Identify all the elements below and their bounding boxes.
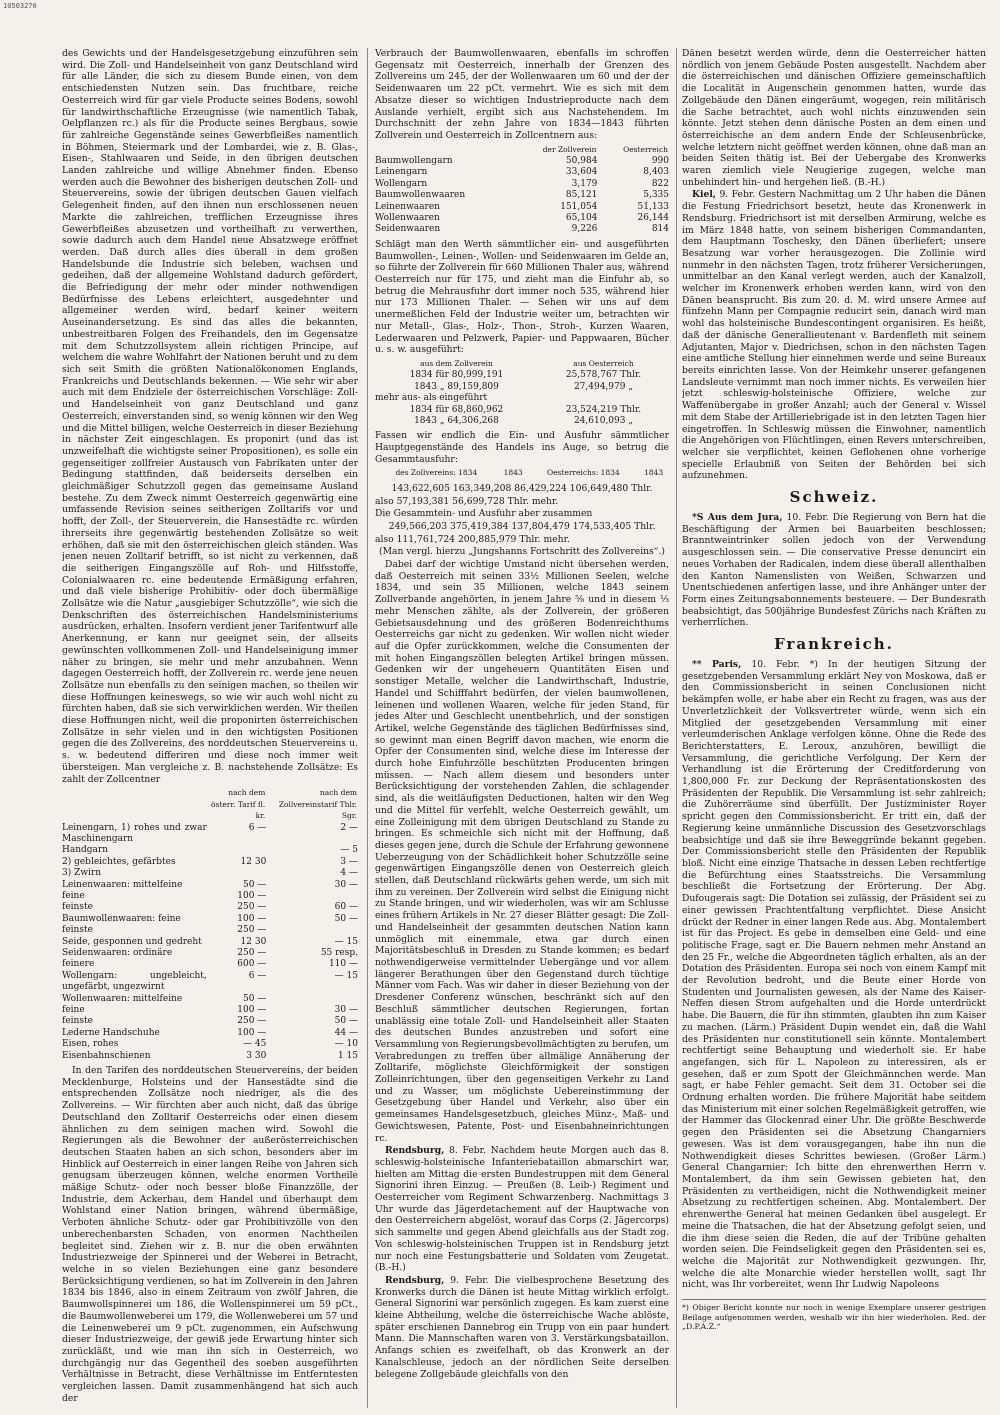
export-header-item — [375, 143, 513, 156]
table-row — [62, 925, 358, 936]
tariff-header-zollverein: nach dem Zollvereinstarif Thlr. Sgr. — [278, 788, 357, 821]
table-cell: 250 — — [237, 947, 267, 958]
dateline-place: *S Aus dem Jura, — [692, 512, 783, 524]
table-cell: 100 — — [237, 1027, 267, 1038]
table-cell: 26,144 — [637, 213, 669, 224]
dateline-place: Rendsburg, — [385, 1145, 445, 1157]
table-cell: 24,610,093 „ — [573, 415, 634, 426]
table-cell: 100 — — [237, 1005, 267, 1016]
table-cell: feinste — [62, 902, 93, 913]
table-cell: 250 — — [237, 1016, 267, 1027]
table-cell: 30 — — [334, 879, 358, 890]
footnote: *) Obiger Bericht konnte nur noch in wenige Exemplare unserer gestrigen Beilage aufgenommen werden, weshalb wir ihn hier wiederholen. Red. der „D.P.A.Z.“ — [682, 1299, 986, 1332]
table-row — [62, 1016, 358, 1027]
table-row — [62, 994, 358, 1005]
totals-label: Die Gesammtein- und Ausfuhr aber zusammen — [375, 508, 593, 520]
paragraph: Fassen wir endlich die Ein- und Ausfuhr sämmtlicher Hauptgegenstände des Handels ins Auge, so betrug die Gesammtausfuhr: — [375, 430, 669, 465]
table-cell: feinste — [62, 925, 93, 936]
table-row — [62, 948, 358, 959]
table-cell: 44 — — [334, 1027, 358, 1038]
table-row — [375, 224, 669, 235]
table-cell: Wollengarn: ungebleicht, ungefärbt, ungezwirnt — [62, 970, 207, 993]
table-cell: 12 30 — [240, 856, 267, 867]
table-cell: 1843 „ 89,159,809 — [414, 381, 499, 392]
table-cell: 3 30 — [246, 1050, 267, 1061]
table-cell: — 45 — [242, 1039, 267, 1050]
paragraph: Verbrauch der Baumwollenwaaren, ebenfalls im schroffen Gegensatz mit Oesterreich, innerhalb der Grenzen des Zollvereins um 245, der der Wollenwaaren um 60 und der der Seidenwaaren um 22 pCt. vermehrt. Wie es sich mit dem Absatze dieser so wichtigen Industrieproducte nach dem Auslande verhielt, ergibt sich aus Nachstehendem. Im Durchschnitt der zehn Jahre von 1834—1843 führten Zollverein und Oesterreich in Zollcentnern aus: — [375, 48, 669, 141]
paragraph: In den Tarifen des norddeutschen Steuervereins, der beiden Mecklenburge, Holsteins und der Hansestädte sind die entsprechenden Zollsätze noch niedriger, als die des Zollvereins. — Wir fürchten aber auch nicht, daß das übrige Deutschland den Zolltarif Oesterreichs oder einen diesem ähnlichen zu dem seinigen machen wird. Sowohl die Regierungen als die Bewohner der außerösterreichischen deutschen Staaten haben an sich schon, besonders aber im Hinblick auf Oesterreich in einer langen Reihe von Jahren sich genugsam überzeugen können, welche enormen Vortheile mäßige Schutz- oder noch besser bloße Finanzzölle, der Industrie, dem Ackerbau, dem Handel und überhaupt dem Wohlstand einer Nation bringen, während übermäßige, Verboten ähnliche Schutz- oder gar Prohibitivzölle von den unberechenbarsten Schaden, von enormen Nachtheilen begleitet sind. Ziehen wir z. B. nur die oben erwähnten Industriezweige der Spinnerei und der Weberei in Betracht, welche in so vielen Beziehungen eine ganz besondere Berücksichtigung verdienen, so hat im Zollverein in den Jahren 1834 bis 1846, also in einem Zeitraum von zwölf Jahren, die Baumwollspinnerei um 186, die Wollenspinnerei um 59 pCt., die Baumwollenweberei um 179, die Wollenweberei um 57 und die Leinenweberei um 9 pCt. zugenommen, ein Aufschwung dieser Industriezweige, der gewiß jede Erwartung hinter sich zurückläßt, und wie man ihn sich in Oesterreich, wo durchgängig nur das Gegentheil des soeben ausgeführten Verhältnisse in Betracht, diese Verhältnisse im Entferntesten vergleichen lassen. Damit zusammenhängend hat sich auch der — [62, 1065, 358, 1404]
table-cell: 3,179 — [571, 178, 598, 189]
paragraph: 9. Febr. Die vielbesprochene Besetzung des Kronwerks durch die Dänen ist heute Mittag wirklich erfolgt. General Signorini war persönlich zugegen. Es kam zuerst eine kleine Abtheilung, welche die österreichische Wache ablöste, später erschienen Dannebrog ein Trupp von ein paar hundert Mann. Die Mannschaften waren von 3. Verstärkungsbataillon. Anfangs schien es zweifelhaft, ob das Kronwerk an der Kanalschleuse, jedoch an der nördlichen Seite derselben belegene Zollgebäude gleichfalls von den — [375, 1274, 669, 1380]
table-row — [375, 202, 669, 213]
table-cell — [207, 868, 267, 879]
table-cell: Leinenwaaren: mittelfeine — [62, 879, 183, 890]
table-cell: Seide, gesponnen und gedreht — [62, 936, 202, 947]
table-cell: 9,226 — [571, 224, 598, 235]
table-cell: Seidenwaaren: ordinäre — [62, 947, 173, 958]
table-cell: 51,133 — [637, 201, 669, 212]
comparison-header-zollverein: aus dem Zollverein — [420, 358, 493, 368]
table-cell: 55 resp. — [320, 947, 358, 958]
table-cell: 50 — — [334, 913, 358, 924]
table-cell: feine — [62, 1005, 85, 1016]
table-cell: — 5 — [340, 845, 358, 856]
page-id: 10503270 — [3, 2, 37, 10]
table-cell: feinere — [62, 959, 95, 970]
table-cell: 814 — [651, 224, 669, 235]
table-row — [62, 845, 358, 856]
export-header-austria: Oesterreich — [623, 144, 668, 154]
comparison-table — [375, 357, 669, 427]
table-cell: 2 — — [340, 822, 358, 833]
table-cell — [266, 891, 358, 902]
table-row — [62, 857, 358, 868]
table-cell: Wollenwaaren: mittelfeine — [62, 993, 183, 1004]
table-cell: 25,578,767 Thlr. — [565, 370, 642, 381]
table-cell: 50 — — [242, 993, 267, 1004]
table-cell: 33,604 — [565, 167, 598, 178]
table-cell: 250 — — [237, 925, 267, 936]
table-row — [62, 823, 358, 846]
table-row — [62, 868, 358, 879]
paragraph: 10. Febr. *) In der heutigen Sitzung der gesetzgebenden Versammlung erklärt Ney von Moskowa, daß er den Commissionsbericht in seinen Conclusionen nicht bekämpfen wolle, er habe aber ein Recht zu fragen, was aus der Unverletzlichkeit der Volksvertreter würde, wenn sich ein Mitglied der gesetzgebenden Versammlung mit einer verleumderischen Anklage verfolgen könne. Ohne die Rede des Berichterstatters, E. Leroux, anzuhören, bewilligt die Versammlung, die gerichtliche Verfolgung. Der Kern der Verhandlung ist die Erörterung der Creditforderung von 1,800,000 Fr. zur Deckung der Repräsentationskosten des Präsidenten der Republik. Die Versammlung ist sehr zahlreich; die Zuhörerräume sind überfüllt. Der Justizminister Royer spricht gegen den Commissionsbericht. Er tritt ein, daß der Regierung keine unmännliche Discussion des Gesetzvorschlags beabsichtige und daß sie ihre Beweggründe bekannt gegeben. Der Commissionsbericht stelle den Präsidenten der Republik bloß. Nicht eine einzige Thatsache in dessen Leben rechtfertige die Befürchtung eines Staatsstreichs. Die Versammlung beschließt die Fortsetzung der Erörterung. Der Abg. Dufougerais sagt: Die Dotation sei zulässig, der Präsident sei zu einer gewissen Prachtentfaltung verpflichtet. Diese Ansicht drückt der Redner in einer langen Rede aus. Abg. Montalembert ist für das Project. Es gebe in demselben eine Geld- und eine politische Frage, sagt er. Die Bauern nehmen mehr Anstand an den 25 Fr., welche die Abgeordneten täglich erhalten, als an der Dotation des Präsidenten. Europa sei noch von einem Kampf mit der Revolution bedroht, und die Beute einer Horde von Studenten und Journalisten gewesen, als der Name des Kaiser-Neffen diesen Strom aufgehalten und die Horde unterdrückt habe. Die Bauern, die für ihn stimmten, glaubten ihn zum Kaiser zu machen. (Lärm.) Präsident Dupin wendet ein, daß die Wahl des Präsidenten nur constitutionell sein könnte. Montalembert rechtfertigt seine Behauptung und wiederholt sie. Er habe angefangen, sich für L. Napoleon zu interessiren, als er gesehen, daß er zum Spott der Gleichmännchen werde. Man sagt, er habe Fehler gemacht. Seit dem 31. October sei die Ordnung erhalten worden. Die frühere Majorität habe seitdem das Ministerium mit einer solchen Regelmäßigkeit getroffen, wie der Hammer das Glockenrad einer Uhr. Die größte Beschwerde gegen den Präsidenten sei die Absetzung Changarniers gewesen. Was ist dem vorausgegangen, habe ihn nun die Nothwendigkeit dieses Schrittes bewiesen. (Großer Lärm.) General Changarnier: Ich bitte den ehrenwerthen Herrn v. Montalembert, da ihm sein Gewissen gebieten hat, den Präsidenten zu vertheidigen, nicht die Nothwendigkeit meiner Absetzung zu rechtfertigen scheinen. Abg. Montalembert. Der ehrenwerthe General hat meinen Gedanken übel ausgelegt. Er meine die Thatsachen, die hat der Absetzung gefolgt seien, und die ihm diese seien die Reden, die auf der Tribüne gehalten worden seien. Die Feindseligkeit gegen den Präsidenten sei es, welche die Majorität zur Nothwendigkeit gezwungen. Ihr, welche die alte Monarchie wieder herstellen wollt, sagt Ihr nicht, was Ihr vorbereitet, wenn Ihr Ludwig Napoleons — [682, 659, 986, 1291]
table-cell: 100 — — [237, 913, 267, 924]
table-cell: Leinenwaaren — [375, 201, 440, 212]
column-1 — [62, 48, 358, 1408]
paragraph: 10. Febr. Die Regierung von Bern hat die Beschäftigung der Armen bei Bauarbeiten beschlossen; Branntweintrinker sollen jedoch von der Verwendung ausgeschlossen sein. — Die conservative Presse denuncirt ein neues Vorhaben der Radicalen, indem diese überall allenthalben den Kanton Namenslisten von Weißen, Schwarzen und Unentschiedenen anfertigen lasse, und ihre Anhänger unter der Form eines Zeitungsabonnements besteuere. — Der Bundesrath beabsichtigt, das 500jährige Bundesfest Zürichs nach Kräften zu verherrlichen. — [682, 512, 986, 629]
table-cell: Leinengarn — [375, 167, 428, 178]
table-row — [62, 937, 358, 948]
totals-row: also 57,193,381 56,699,728 Thlr. mehr. — [375, 495, 559, 507]
table-cell: 1834 für 80,999,191 — [409, 370, 504, 381]
table-row — [62, 971, 358, 994]
table-cell: 1843 „ 64,306,268 — [414, 415, 499, 426]
table-row — [62, 1039, 358, 1050]
table-cell: 23,524,219 Thlr. — [565, 404, 642, 415]
table-cell: feinste — [62, 1016, 93, 1027]
table-cell — [266, 994, 358, 1005]
tariff-header-austria: nach dem österr. Tarif fl. kr. — [210, 788, 266, 821]
table-cell: 600 — — [237, 959, 267, 970]
table-row — [375, 156, 669, 167]
totals-row: 143,622,605 163,349,208 86,429,224 106,649,480 Thlr. — [391, 482, 653, 494]
dateline-place: Kiel, — [692, 189, 717, 201]
table-cell: Baumwollenwaaren: feine — [62, 913, 181, 924]
table-row — [375, 167, 669, 178]
table-row — [62, 1005, 358, 1016]
table-cell: Lederne Handschuhe — [62, 1027, 160, 1038]
table-cell: 50 — — [334, 1016, 358, 1027]
dateline-place: Rendsburg, — [385, 1274, 445, 1286]
column-3 — [682, 48, 986, 1408]
table-cell: 65,104 — [565, 213, 598, 224]
table-cell: Eisenbahnschienen — [62, 1050, 151, 1061]
table-cell: 100 — — [237, 890, 267, 901]
table-cell: 2) gebleichtes, gefärbtes — [62, 856, 176, 867]
table-cell: 6 — — [248, 970, 267, 981]
table-cell: 8,403 — [643, 167, 669, 178]
tariff-header-item — [62, 786, 207, 822]
export-header-zollverein: der Zollverein — [542, 144, 597, 154]
column-rule — [367, 48, 368, 1408]
table-cell: Seidenwaaren — [375, 224, 441, 235]
totals-header: Oesterreichs: 1834 — [546, 468, 620, 478]
table-cell: mehr aus- als eingeführt — [375, 393, 488, 404]
paragraph: 9. Febr. Gestern Nachmittag um 2 Uhr haben die Dänen die Festung Friedrichsort besetzt, heute das Kronenwerk in Rendsburg. Friedrichsort ist mit derselben Armirung, welche es im März 1848 hatte, von seinem bisherigen Commandanten, dem Hauptmann Toschesky, den Dänen überliefert; unsere Besatzung war vorher herausgezogen. Die Zollinie wird nunmehr in den nächsten Tagen, trotz früherer Versicherungen, unmittelbar an den Kanal verlegt werden, auch der Kanalzoll, welcher im Kronenwerk erhoben werden kann, wird von den Dänen beansprucht. Bis zum 20. d. M. wird unsere Armee auf fünfzehn Mann per Compagnie reducirt sein, danach wird man wohl das holsteinische Bundescontingent organisiren. Es heißt, daß der dänische Generallieutenant v. Bardenfleth mit seinem Adjutanten, Major v. Diedrichsen, schon in den nächsten Tagen eine amtliche Stellung hier einnehmen werde und seine Bureaux bereits einrichten lasse. Von der Heimkehr unserer gefangenen Landsleute vernimmt man noch immer nichts. Es verweilen hier jetzt schleswig-holsteinische Offiziere, welche zur Waffenübergabe in großer Anzahl; auch der General v. Wissel mit dem Stabe der Artilleriebrigade ist in den letzten Tagen hier eingetroffen. In Schleswig müssen die Einwohner, namentlich die Angehörigen von Flüchtlingen, einen Revers unterschreiben, welcher sie verpflichtet, keinen Geflohenen ohne vorherige specielle Erlaubniß von Seiten der Behörden bei sich aufzunehmen. — [682, 189, 986, 482]
paragraph: Dabei darf der wichtige Umstand nicht übersehen werden, daß Oesterreich mit seinen 33½ Millionen Seelen, welche 1834, und sein 35 Millionen, welche 1843 seinem Zollverbande angehörten, in jenem Jahre ⅝ und in diesem ⅓ mehr Menschen zählte, als der Zollverein, der größeren Gebietsausdehnung und des größeren Bodenreichthums Oesterreichs gar nicht zu gedenken. Wir wollen nicht wieder auf die Opfer zurückkommen, welche die Consumenten der mit hohen Eingangszöllen belegten Artikel bringen müssen. Gedenken wir der ungeheuern Quantitäten Eisen und sonstiger Metalle, welcher die Landwirthschaft, Industrie, Handel und Schifffahrt bedürfen, der vielen baumwollenen, leinenen und wollenen Waaren, welche für jeden Stand, für jedes Alter und Geschlecht unentbehrlich, und der sonstigen Artikel, welche Gegenstände des täglichen Bedürfnisses sind, so gewinnt man einen Begriff davon machen, wie enorm die Opfer der Consumenten sind, welche diese im Interesse der durch hohe Einfuhrzölle beschützten Producenten bringen müssen. — Nach allem diesem und besonders unter Berücksichtigung der vorstehenden Zahlen, die schlagender sind, als die weitläufigsten Deductionen, halten wir den Weg und die Mittel für verfehlt, welche Oesterreich gewählt, um eine Zolleinigung mit dem übrigen Deutschland zu Stande zu bringen. Es schmeichle sich nicht mit der Hoffnung, daß dieses gegen jene, durch die Schule der Erfahrung gewonnene Ueberzeugung von der Schädlichkeit hoher Schutzzölle seine gegenwärtigen Eingangszölle denen von Oesterreich gleich stellen, daß Deutschland rückwärts gehen werde, um sich mit ihm zu vereinen. Der Zollverein wird selbst die Einigung nicht zu Stande bringen, und wir wiederholen, was wir am Schlusse eines frühern Artikels in Nr. 27 dieser Blätter gesagt: Die Zoll- und Handelseinheit der gesammten deutschen Nation kann unmöglich mit einemmale, etwa gar durch einen Majoritätsbeschluß in Dresden zu Stande kommen; es bedarf nothwendigerweise vermittelnder Uebergänge und vor allem längerer Berathungen über den Gegenstand durch tüchtige Männer vom Fach. Was wir daher in dieser Beziehung von der Dresdener Conferenz wünschen, beschränkt sich auf den Beschluß sämmtlicher deutschen Regierungen, fortan unablässig eine totale Zoll- und Handelseinheit aller Staaten des deutschen Bundes anzustreben und sofort eine Versammlung von Regierungsbevollmächtigten zu berufen, um Verabredungen zu treffen über allmälige Annäherung der Zolltarife, möglichste Gleichförmigkeit der sonstigen Zolleinrichtungen, über den gegenseitigen Verkehr zu Land und zu Wasser, um möglichste Uebereinstimmung der Gesetzgebung über Handel und Verkehr, also über ein gemeinsames Handelsgesetzbuch, gleiches Münz-, Maß- und Gewichtswesen, Patente, Post- und Eisenbahneinrichtungen rc. — [375, 559, 669, 1144]
paragraph: des Gewichts und der Handelsgesetzgebung einzuführen sein wird. Die Zoll- und Handelseinheit von ganz Deutschland wird für alle Länder, die sich zu diesem Bunde einen, von dem entschiedensten Nutzen sein. Das fruchtbare, reiche Oesterreich wird für gar viele Producte seines Bodens, sowohl für landwirthschaftliche Erzeugnisse (wie namentlich Tabak, Oelpflanzen rc.) als für die Producte seines Bergbaus, sowie für zahlreiche Gegenstände seines Gewerbfleißes namentlich in Böhmen, Steiermark und der Lombardei, wie z. B. Glas-, Eisen-, Stahlwaaren und Seide, in den übrigen deutschen Landen zahlreiche und willige Abnehmer finden. Ebenso werden auch die Bewohner des bisherigen deutschen Zoll- und Steuervereins, sowie der übrigen deutschen Gauen vielfach Gelegenheit finden, auf den ihnen nun erschlossenen neuen Markte die zahlreichen, trefflichen Erzeugnisse ihres Gewerbfleißes abzusetzen und vortheilhaft zu verwerthen, sowie dadurch auch dem Handel neue Absatzwege eröffnet werden. Daß durch alles dies überall in dem großen Handelsbunde die Industrie sich beleben, wachsen und gedeihen, daß der allgemeine Wohlstand dadurch gefördert, die Befriedigung der mehr oder minder nothwendigen Bedürfnisse des Lebens erleichtert, ausgedehnter und allgemeiner werden wird, bedarf keiner weitern Auseinandersetzung. Es sind das alles die bekannten, unbestreitbaren Folgen des Freihandels, den im Gegensatze mit dem Schutzzollsystem allein richtigen Principe, auf welchem die wahre Wohlfahrt der Nationen beruht und zu dem sich seit Smith die größten Nationalökonomen Englands, Frankreichs und Deutschlands bekennen. — Wie sehr wir aber auch mit dem Endziele der österreichischen Vorschläge: Zoll- und Handelseinheit von ganz Deutschland und ganz Oesterreich, einverstanden sind, so wenig können wir den Weg und die Mittel billigen, welche Oesterreich in dieser Beziehung in nächster Zeit eingeschlagen. Es proponirt (und das ist unzweifelhaft die wichtigste seiner Propositionen), es solle ein gegenseitiger zollfreier Austausch von Fabrikaten unter der Bedingung stattfinden, daß beiderseits derselben ein gleichmäßiger Schutzzoll gegen das gemeinsame Ausland bestehe. Zu dem Zweck nimmt Oesterreich gegenwärtig eine umfassende Revision seines seitherigen Zolltarifs vor und hofft, der Zoll-, der Steuerverein, die Hansestädte rc. würden ihrerseits ihre gegenwärtig bestehenden Zollsätze so weit erhöhen, daß sie mit den österreichischen gleich ständen. Was jenen neuen Zolltarif betrifft, so ist nicht zu verkennen, daß die seitherigen Eingangszölle auf Roh- und Hilfsstoffe, Colonialwaaren rc. eine bedeutende Ermäßigung erfahren, und daß viele bisherige Prohibitiv- oder doch übermäßige Zollsätze wie die Natur „ausgiebiger Schutzzölle“, wie sich die Denkschriften des österreichischen Handelsministeriums ausdrücken, erhalten. Insofern verdient jener Tarifentwurf alle Anerkennung, er kann nur geeignet sein, der allseits gewünschten vollkommenen Zoll- und Handelseinigung immer näher zu bringen, sie mehr und mehr anzubahnen. Wenn dagegen Oesterreich hofft, der Zollverein rc. werde jene neuen Zollsätze nun ebenfalls zu den seinigen machen, so theilen wir diese Hoffnungen keineswegs, so wie wir auch wohl nicht zu fürchten haben, daß sie sich verwirklichen werden. Wir theilen diese Hoffnungen nicht, weil die proponirten österreichischen Zollsätze in sehr vielen und in den wichtigsten Positionen gegen die des Zollvereins, des norddeutschen Steuervereins u. s. w. bedeutend differiren und diese noch immer weit übersteigen. Man vergleiche z. B. nachstehende Zollsätze: Es zahlt der Zollcentner — [62, 48, 358, 785]
table-cell: Leinengarn, 1) rohes und zwar Maschinengarn — [62, 822, 207, 844]
tariff-table — [62, 786, 358, 1062]
table-row — [62, 902, 358, 913]
table-cell: 3) Zwirn — [62, 868, 102, 879]
table-cell: 990 — [651, 156, 669, 167]
table-cell: Baumwollengarn — [375, 156, 453, 167]
paragraph: Schlägt man den Werth sämmtlicher ein- und ausgeführten Baumwollen-, Leinen-, Wollen- und Seidenwaaren im Geldе an, so führte der Zollverein für 660 Millionen Thaler aus, während Oesterreich nur für 175, und zieht man die Einfuhr ab, so betrug die Mehrausfuhr dort immer noch 535, während hier nur 173 Millionen Thaler. — Sehen wir uns auf dem unermeßlichen Feld der Industrie weiter um, betrachten wir nur Metall-, Glas-, Holz-, Thon-, Stroh-, Kurzen Waaren, Lederwaaren und Pelzwerk, Papier- und Pappwaaren, Bücher u. s. w. ausgeführt: — [375, 238, 669, 356]
table-cell: feine — [62, 890, 85, 901]
table-cell: 50 — — [242, 879, 267, 890]
table-row — [62, 959, 358, 970]
table-cell — [266, 925, 358, 936]
table-cell: 27,494,979 „ — [573, 381, 634, 392]
paragraph: Dänen besetzt werden würde, denn die Oesterreicher hatten nördlich von jenem Gebäude Posten ausgestellt. Nachdem aber die österreichischen und dänischen Offiziere gemeinschaftlich die Localität in Augenschein genommen hatten, wurde das Zollgebäude den Dänen eingeräumt, wogegen, rein militärisch die Sache betrachtet, auch wohl nichts einzuwenden sein könnte. Jetzt stehen denn dänische Posten an dem einen und österreichische an dem andern Ende der Schleusenbrücke, welche letztern nicht geöffnet werden können, ohne daß man an beiden Seiten thätig ist. Bei der Uebergabe des Kronwerks waren ziemlich viele Neugierige zugegen, welche man unbehindert hin- und hergehen ließ. (B.-H.) — [682, 48, 986, 188]
table-cell — [207, 845, 267, 856]
totals-header: 1843 — [503, 468, 523, 478]
table-cell: Wollenwaaren — [375, 213, 440, 224]
comparison-header-austria: aus Oesterreich — [573, 358, 634, 368]
table-cell: Baumwollenwaaren — [375, 190, 466, 201]
totals-row: also 111,761,724 200,885,979 Thlr. mehr. — [375, 533, 570, 545]
column-rule — [676, 48, 677, 1408]
table-cell: Handgarn — [62, 845, 108, 856]
table-cell: — 15 — [334, 970, 358, 981]
table-cell: 1834 für 68,860,962 — [409, 404, 504, 415]
section-heading-schweiz: Schweiz. — [789, 488, 879, 507]
table-cell: 5,335 — [643, 190, 669, 201]
dateline-place: ** Paris, — [692, 659, 742, 671]
reference-note: (Man vergl. hierzu „Jungshanns Fortschritt des Zollvereins“.) — [379, 546, 665, 558]
table-row — [375, 213, 669, 224]
totals-header: 1843 — [644, 468, 664, 478]
table-cell: 85,121 — [565, 190, 598, 201]
table-cell: — 15 — [334, 936, 358, 947]
table-row — [62, 1028, 358, 1039]
section-heading-frankreich: Frankreich. — [774, 635, 894, 654]
table-row — [62, 891, 358, 902]
table-cell: 110 — — [328, 959, 358, 970]
table-cell: 30 — — [334, 1005, 358, 1016]
table-cell: Eisen, rohes — [62, 1039, 119, 1050]
table-cell: 250 — — [237, 902, 267, 913]
table-cell: 3 — — [340, 856, 358, 867]
export-table — [375, 143, 669, 236]
totals-header: des Zollvereins: 1834 — [395, 468, 478, 478]
table-cell: 4 — — [340, 868, 358, 879]
totals-table — [375, 466, 669, 479]
table-cell: 822 — [651, 178, 669, 189]
table-cell: 6 — — [248, 822, 267, 833]
table-row — [375, 179, 669, 190]
table-cell: Wollengarn — [375, 178, 428, 189]
table-row — [62, 914, 358, 925]
table-cell: 151,054 — [560, 201, 598, 212]
table-cell: 60 — — [334, 902, 358, 913]
table-cell: 12 30 — [240, 936, 267, 947]
table-cell: 1 15 — [337, 1050, 358, 1061]
table-cell: — 10 — [334, 1039, 358, 1050]
paragraph: 8. Febr. Nachdem heute Morgen auch das 8. schleswig-holsteinische Infanteriebataillon abmarschirt war, hielten am Mittag die ersten Bundestruppen mit dem General Signorini ihren Einzug. — Preußen (8. Leib-) Regiment und Oesterreicher vom Regiment Schwarzenberg. Nachmittags 3 Uhr wurde das Jägerdetachement auf der Hauptwache von den Oesterreichern abgelöst, worauf das Corps (2. Jägercorps) sich sammelte und gegen Abend gleichfalls aus der Stadt zog. Von schleswig-holsteinischen Truppen ist in Rendsburg jetzt nur noch eine Festungsbatterie und Soldaten vom Zeugetat. (B.-H.) — [375, 1145, 669, 1274]
table-row — [62, 880, 358, 891]
column-2 — [375, 48, 669, 1408]
table-row — [62, 1051, 358, 1062]
table-row — [375, 190, 669, 201]
totals-row: 249,566,203 375,419,384 137,804,479 174,533,405 Thlr. — [388, 520, 656, 532]
table-cell: 50,984 — [565, 156, 598, 167]
